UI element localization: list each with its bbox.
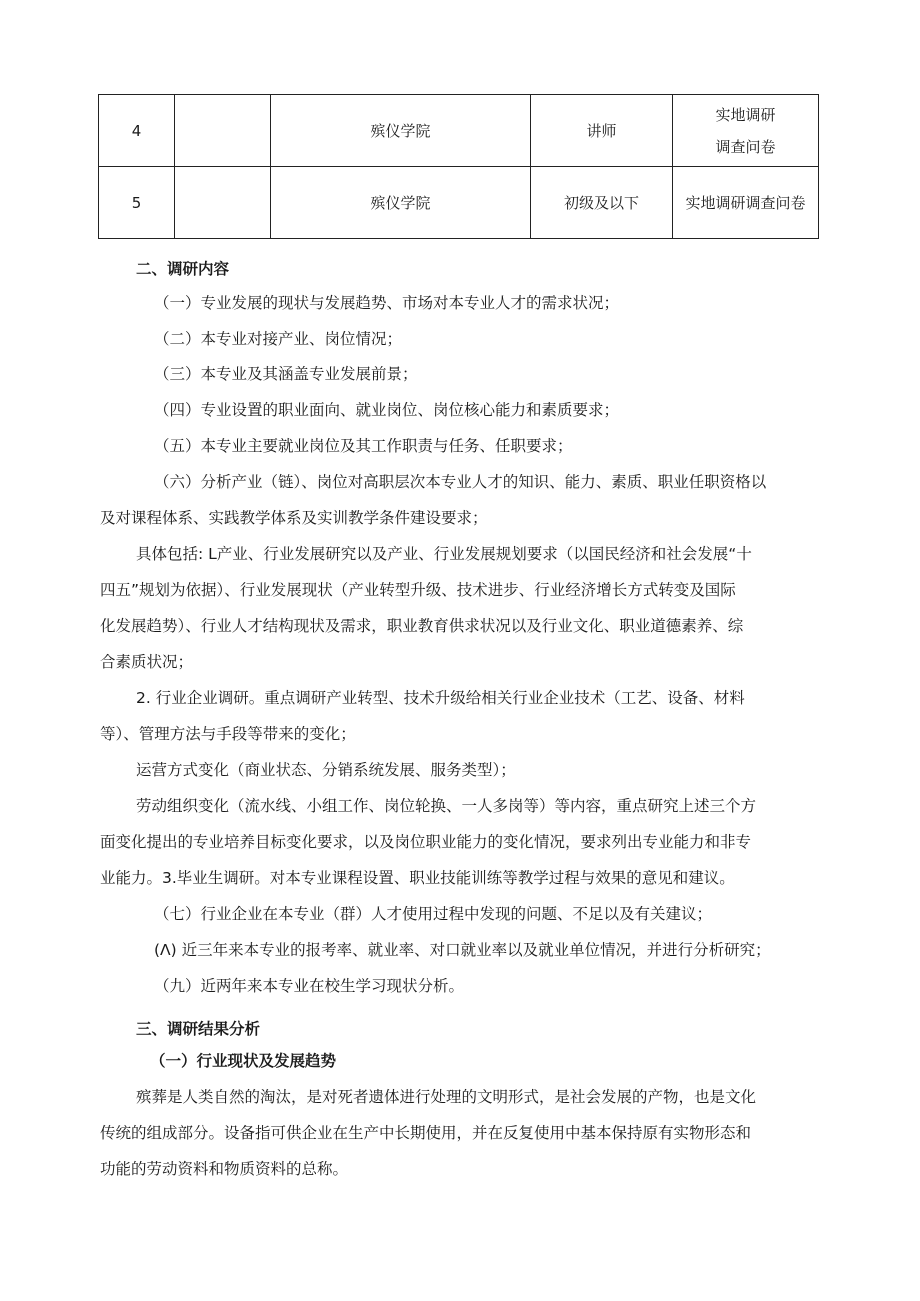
table-row (99, 95, 819, 167)
unit-cell: 殡仪学院 (271, 167, 531, 239)
paragraph-line: 2. 行业企业调研。重点调研产业转型、技术升级给相关行业企业技术（工艺、设备、材料 (136, 689, 745, 707)
survey-table (98, 94, 819, 239)
list-item: （一）专业发展的现状与发展趋势、市场对本专业人才的需求状况； (154, 294, 620, 312)
title-cell: 初级及以下 (531, 167, 673, 239)
paragraph-line: 具体包括: L产业、行业发展研究以及产业、行业发展规划要求（以国民经济和社会发展“十 (136, 545, 752, 563)
paragraph-line: 面变化提出的专业培养目标变化要求，以及岗位职业能力的变化情况，要求列出专业能力和非专 (100, 833, 752, 851)
method-cell: 实地调研调查问卷 (673, 167, 819, 239)
method-line: 调查问卷 (715, 137, 776, 156)
row-number: 5 (99, 167, 175, 239)
table-row (99, 167, 819, 239)
subsection-heading: （一）行业现状及发展趋势 (150, 1052, 337, 1070)
list-item: （六）分析产业（链）、岗位对高职层次本专业人才的知识、能力、素质、职业任职资格以 (154, 473, 767, 491)
paragraph-line: 合素质状况； (100, 653, 194, 671)
blank-cell (175, 167, 271, 239)
method-cell (673, 95, 819, 167)
title-cell: 讲师 (531, 95, 673, 167)
paragraph-line: 运营方式变化（商业状态、分销系统发展、服务类型）； (136, 761, 516, 779)
paragraph-line: 化发展趋势）、行业人才结构现状及需求，职业教育供求状况以及行业文化、职业道德素养、综 (100, 617, 744, 635)
list-item-cont: 及对课程体系、实践教学体系及实训教学条件建设要求； (100, 509, 488, 527)
blank-cell (175, 95, 271, 167)
paragraph-line: 传统的组成部分。设备指可供企业在生产中长期使用，并在反复使用中基本保持原有实物形态和 (100, 1124, 752, 1142)
list-item: （九）近两年来本专业在校生学习现状分析。 (154, 977, 465, 995)
list-item: （四）专业设置的职业面向、就业岗位、岗位核心能力和素质要求； (154, 401, 620, 419)
list-item: （七）行业企业在本专业（群）人才使用过程中发现的问题、不足以及有关建议； (154, 905, 713, 923)
paragraph-line: 等）、管理方法与手段等带来的变化； (100, 725, 356, 743)
method-line: 实地调研 (715, 105, 776, 124)
row-number: 4 (99, 95, 175, 167)
list-item: （三）本专业及其涵盖专业发展前景； (154, 365, 418, 383)
paragraph-line: 四五”规划为依据）、行业发展现状（产业转型升级、技术进步、行业经济增长方式转变及国际 (100, 581, 736, 599)
list-item: (Λ) 近三年来本专业的报考率、就业率、对口就业率以及就业单位情况，并进行分析研究； (154, 941, 771, 959)
paragraph-line: 功能的劳动资料和物质资料的总称。 (100, 1160, 349, 1178)
paragraph-line: 劳动组织变化（流水线、小组工作、岗位轮换、一人多岗等）等内容，重点研究上述三个方 (136, 797, 757, 815)
section-heading: 二、调研内容 (136, 260, 230, 278)
paragraph-line: 殡葬是人类自然的淘汰，是对死者遗体进行处理的文明形式，是社会发展的产物，也是文化 (136, 1088, 757, 1106)
unit-cell: 殡仪学院 (271, 95, 531, 167)
paragraph-line: 业能力。3.毕业生调研。对本专业课程设置、职业技能训练等教学过程与效果的意见和建议。 (100, 869, 735, 887)
list-item: （二）本专业对接产业、岗位情况； (154, 330, 403, 348)
list-item: （五）本专业主要就业岗位及其工作职责与任务、任职要求； (154, 437, 573, 455)
section-heading: 三、调研结果分析 (136, 1020, 261, 1038)
